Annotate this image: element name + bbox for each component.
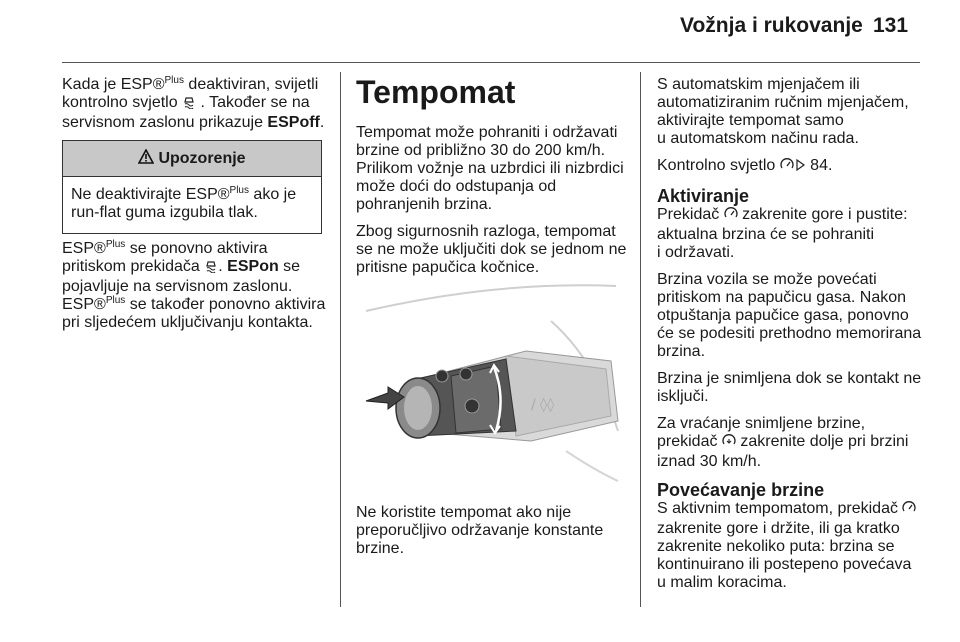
automatic-transmission-paragraph: S automatskim mjenjačem ili automatiziranim ručnim mjenjačem, aktivirajte tempomat samo u automatskom načinu rada.: [657, 76, 909, 147]
tempomat-safety-paragraph: Zbog sigurnosnih razloga, tempomat se ne može uključiti dok se jednom ne pritisne papučica kočnice.: [356, 223, 627, 276]
page-header-title: Vožnja i rukovanje: [680, 14, 863, 37]
warning-text: Ne deaktivirajte ESP®$^{Plus}$ ako je run-flat guma izgubila tlak.: [71, 185, 297, 221]
heading-povecavanje-brzine: Povećavanje brzine: [657, 480, 825, 500]
esp-reactivate-paragraph: ESP®$^{Plus}$ se ponovno aktivira pritiskom prekidača . ESPon se pojavljuje na servisnom zaslonu. ESP®$^{Plus}$ se također ponovno aktivira pri sljedećem uključivanju kontakta.: [62, 239, 326, 331]
cruise-control-icon: [780, 158, 794, 177]
column-1-bottom: [62, 240, 332, 341]
warning-triangle-icon: [138, 149, 154, 169]
cruise-resume-icon: [722, 434, 736, 453]
column-3: [657, 76, 927, 601]
header-rule: [62, 62, 920, 63]
page-reference-icon: [794, 158, 806, 177]
speed-stored-paragraph: Brzina je snimljena dok se kontakt ne isključi.: [657, 370, 922, 405]
column-2-bottom: [356, 504, 631, 567]
section-heading-tempomat: Tempomat: [356, 74, 516, 110]
cruise-control-icon: [902, 501, 916, 520]
warning-box: [62, 140, 322, 234]
esp-skid-icon: [204, 259, 218, 278]
page-number: 131: [873, 14, 909, 37]
activation-paragraph: Prekidač zakrenite gore i pustite: aktualna brzina će se pohraniti i održavati.: [657, 206, 908, 261]
column-divider-1: [340, 72, 341, 607]
tempomat-intro-paragraph: Tempomat može pohraniti i održavati brzine od približno 30 do 200 km/h. Prilikom vožnje na uzbrdici ili nizbrdici može doći do odstupanja od pohranjenih brzina.: [356, 124, 624, 213]
column-2-text: [356, 124, 631, 286]
increase-speed-paragraph: S aktivnim tempomatom, prekidač zakrenite gore i držite, ili ga kratko zakrenite nekoliko puta: brzina se kontinuirano ili postepeno povećava u malim koracima.: [657, 500, 927, 592]
cruise-control-icon: [724, 207, 738, 226]
svg-text:/ ◊◊: / ◊◊: [531, 397, 555, 413]
column-divider-2: [640, 72, 641, 607]
heading-aktiviranje: Aktiviranje: [657, 186, 750, 206]
warning-title: Upozorenje: [158, 149, 246, 167]
resume-speed-paragraph: Za vraćanje snimljene brzine, prekidač zakrenite dolje pri brzini iznad 30 km/h.: [657, 415, 909, 470]
esp-deactivated-paragraph: Kada je ESP®$^{Plus}$ deaktiviran, svijetli kontrolno svjetlo . Također se na servisnom zaslonu prikazuje ESPoff.: [62, 75, 325, 131]
tempomat-usage-note: Ne koristite tempomat ako nije preporučljivo održavanje konstante brzine.: [356, 504, 604, 557]
column-1-top: [62, 76, 332, 141]
warning-header: [63, 141, 321, 177]
cruise-control-lever-illustration: [356, 281, 623, 493]
indicator-light-paragraph: Kontrolno svjetlo 84.: [657, 157, 927, 177]
esp-skid-icon: [182, 95, 196, 114]
accelerate-paragraph: Brzina vozila se može povećati pritiskom na papučicu gasa. Nakon otpuštanja papučice gasa, ponovno će se podesiti prethodno memorirana brzina.: [657, 271, 922, 360]
